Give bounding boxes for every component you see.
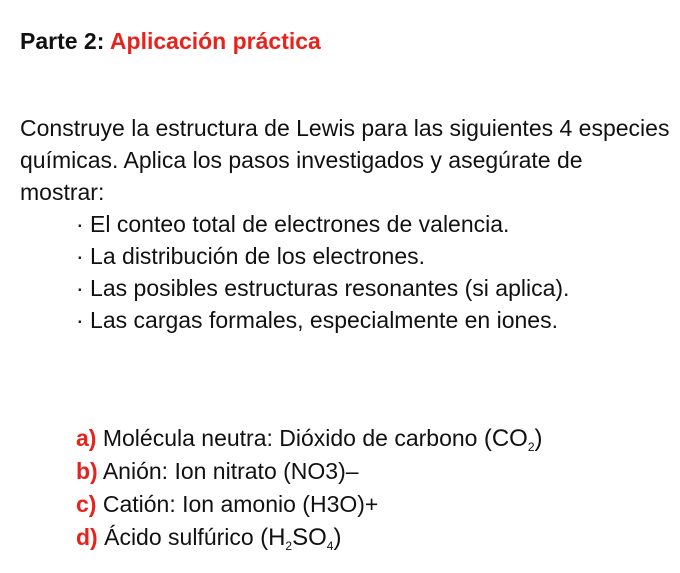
formula-subscript: 2 (285, 539, 293, 553)
species-letter: d) (76, 524, 98, 550)
formula-part: ) (534, 425, 543, 452)
requirement-item: · La distribución de los electrones. (76, 243, 426, 269)
heading-prefix: Parte 2: (20, 28, 110, 54)
species-label: Ácido sulfúrico (97, 524, 261, 550)
species-formula (484, 422, 543, 455)
formula-subscript: 2 (527, 440, 535, 454)
requirement-item: · Las cargas formales, especialmente en iones. (76, 307, 558, 333)
species-label: Catión: Ion amonio (H3O)+ (96, 491, 379, 517)
formula-subscript: 4 (326, 539, 334, 553)
species-label: Molécula neutra: Dióxido de carbono (96, 425, 484, 451)
instructions-text: Construye la estructura de Lewis para las siguientes 4 especies químicas. Aplica los pasos investigados y asegúrate de mostrar: (20, 115, 670, 205)
species-letter: c) (76, 491, 97, 517)
formula-part: ) (333, 524, 342, 551)
instructions (20, 112, 670, 208)
species-item-a (76, 422, 666, 455)
species-item-c (76, 488, 666, 521)
species-list (76, 422, 666, 554)
formula-part: (H (260, 524, 286, 551)
species-letter: b) (76, 458, 98, 484)
requirement-item: · El conteo total de electrones de valencia. (76, 211, 510, 237)
species-label: Anión: Ion nitrato (NO3)– (97, 458, 359, 484)
requirement-item: · Las posibles estructuras resonantes (si aplica). (76, 275, 570, 301)
species-formula (260, 521, 341, 554)
formula-part: (CO (483, 425, 528, 452)
formula-part: SO (292, 524, 327, 551)
requirements-list (76, 208, 666, 336)
section-heading (20, 28, 321, 55)
heading-title: Aplicación práctica (109, 28, 321, 54)
species-item-d (76, 521, 666, 554)
species-item-b (76, 455, 666, 488)
species-letter: a) (76, 425, 97, 451)
